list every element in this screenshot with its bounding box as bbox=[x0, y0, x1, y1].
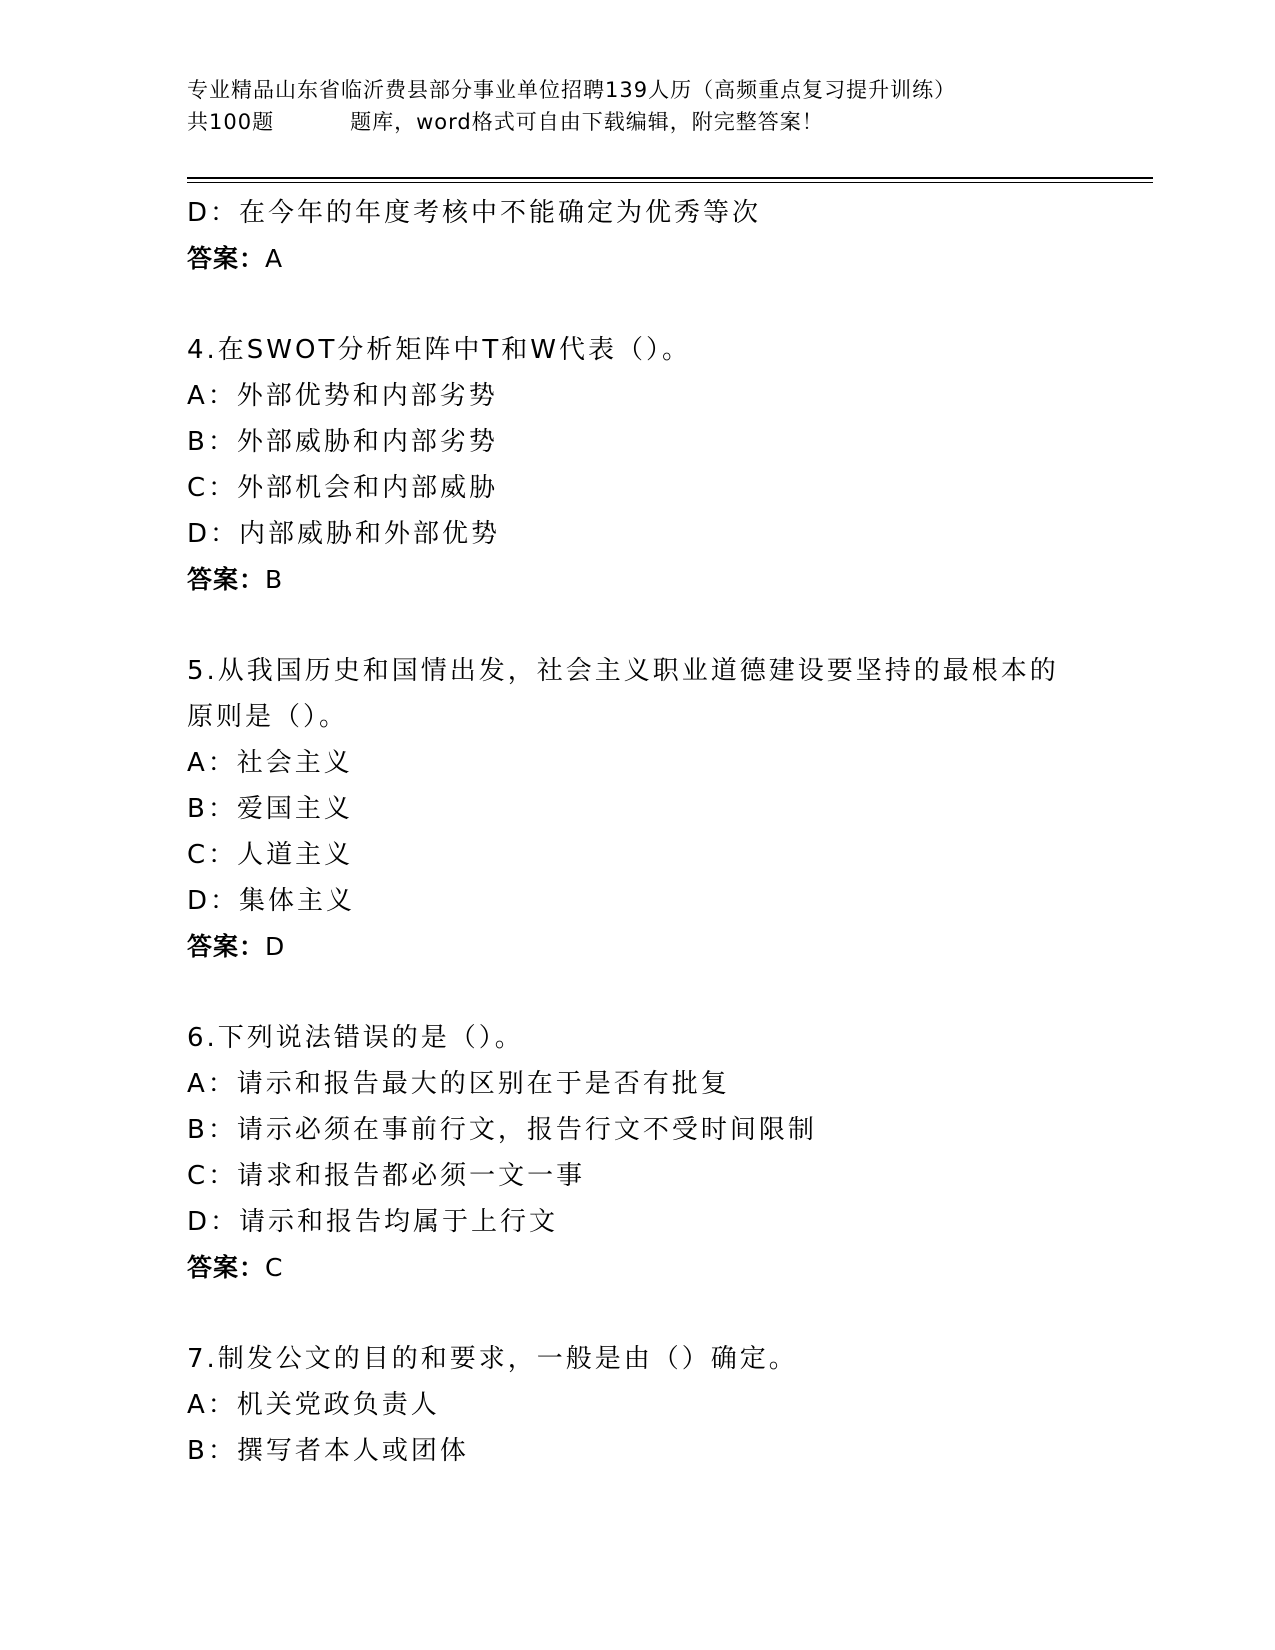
question-5 bbox=[187, 648, 1147, 970]
option-a: A：社会主义 bbox=[187, 748, 353, 778]
answer-line bbox=[187, 924, 1147, 970]
answer-line bbox=[187, 236, 1147, 282]
question-stem-line-2: 原则是（）。 bbox=[187, 702, 349, 732]
question-list bbox=[187, 190, 1147, 1474]
answer-label: 答案： bbox=[187, 244, 266, 273]
option-d: D：内部威胁和外部优势 bbox=[187, 519, 501, 549]
question-stem: 4.在SWOT分析矩阵中T和W代表（）。 bbox=[187, 335, 691, 365]
header-divider-thick bbox=[187, 177, 1153, 179]
option-b: B：爱国主义 bbox=[187, 794, 353, 824]
option-d: D：在今年的年度考核中不能确定为优秀等次 bbox=[187, 198, 762, 228]
question-6 bbox=[187, 1015, 1147, 1291]
option-b: B：请示必须在事前行文，报告行文不受时间限制 bbox=[187, 1115, 817, 1145]
question-stem: 7.制发公文的目的和要求，一般是由（）确定。 bbox=[187, 1344, 798, 1374]
option-b: B：撰写者本人或团体 bbox=[187, 1436, 469, 1466]
option-a: A：外部优势和内部劣势 bbox=[187, 381, 498, 411]
option-c: C：人道主义 bbox=[187, 840, 354, 870]
answer-line bbox=[187, 1245, 1147, 1291]
answer-value: C bbox=[265, 1253, 284, 1282]
document-header bbox=[187, 74, 1167, 138]
answer-line bbox=[187, 557, 1147, 603]
question-4 bbox=[187, 327, 1147, 603]
answer-value: D bbox=[265, 932, 286, 961]
header-title: 专业精品山东省临沂费县部分事业单位招聘139人历（高频重点复习提升训练） bbox=[187, 78, 957, 102]
header-divider-thin bbox=[187, 182, 1153, 183]
option-a: A：请示和报告最大的区别在于是否有批复 bbox=[187, 1069, 730, 1099]
answer-label: 答案： bbox=[187, 932, 266, 961]
option-d: D：集体主义 bbox=[187, 886, 356, 916]
header-description: 题库，word格式可自由下载编辑，附完整答案！ bbox=[350, 110, 824, 134]
option-a: A：机关党政负责人 bbox=[187, 1390, 440, 1420]
option-c: C：外部机会和内部威胁 bbox=[187, 473, 499, 503]
answer-value: A bbox=[265, 244, 284, 273]
answer-value: B bbox=[265, 565, 284, 594]
answer-label: 答案： bbox=[187, 565, 266, 594]
question-7 bbox=[187, 1336, 1147, 1474]
question-stem-line-1: 5.从我国历史和国情出发，社会主义职业道德建设要坚持的最根本的 bbox=[187, 656, 1059, 686]
question-stem: 6.下列说法错误的是（）。 bbox=[187, 1023, 524, 1053]
option-b: B：外部威胁和内部劣势 bbox=[187, 427, 498, 457]
header-question-count: 共100题 bbox=[187, 110, 275, 134]
header-subtitle bbox=[187, 106, 1167, 138]
answer-label: 答案： bbox=[187, 1253, 266, 1282]
option-d: D：请示和报告均属于上行文 bbox=[187, 1207, 559, 1237]
option-c: C：请求和报告都必须一文一事 bbox=[187, 1161, 586, 1191]
